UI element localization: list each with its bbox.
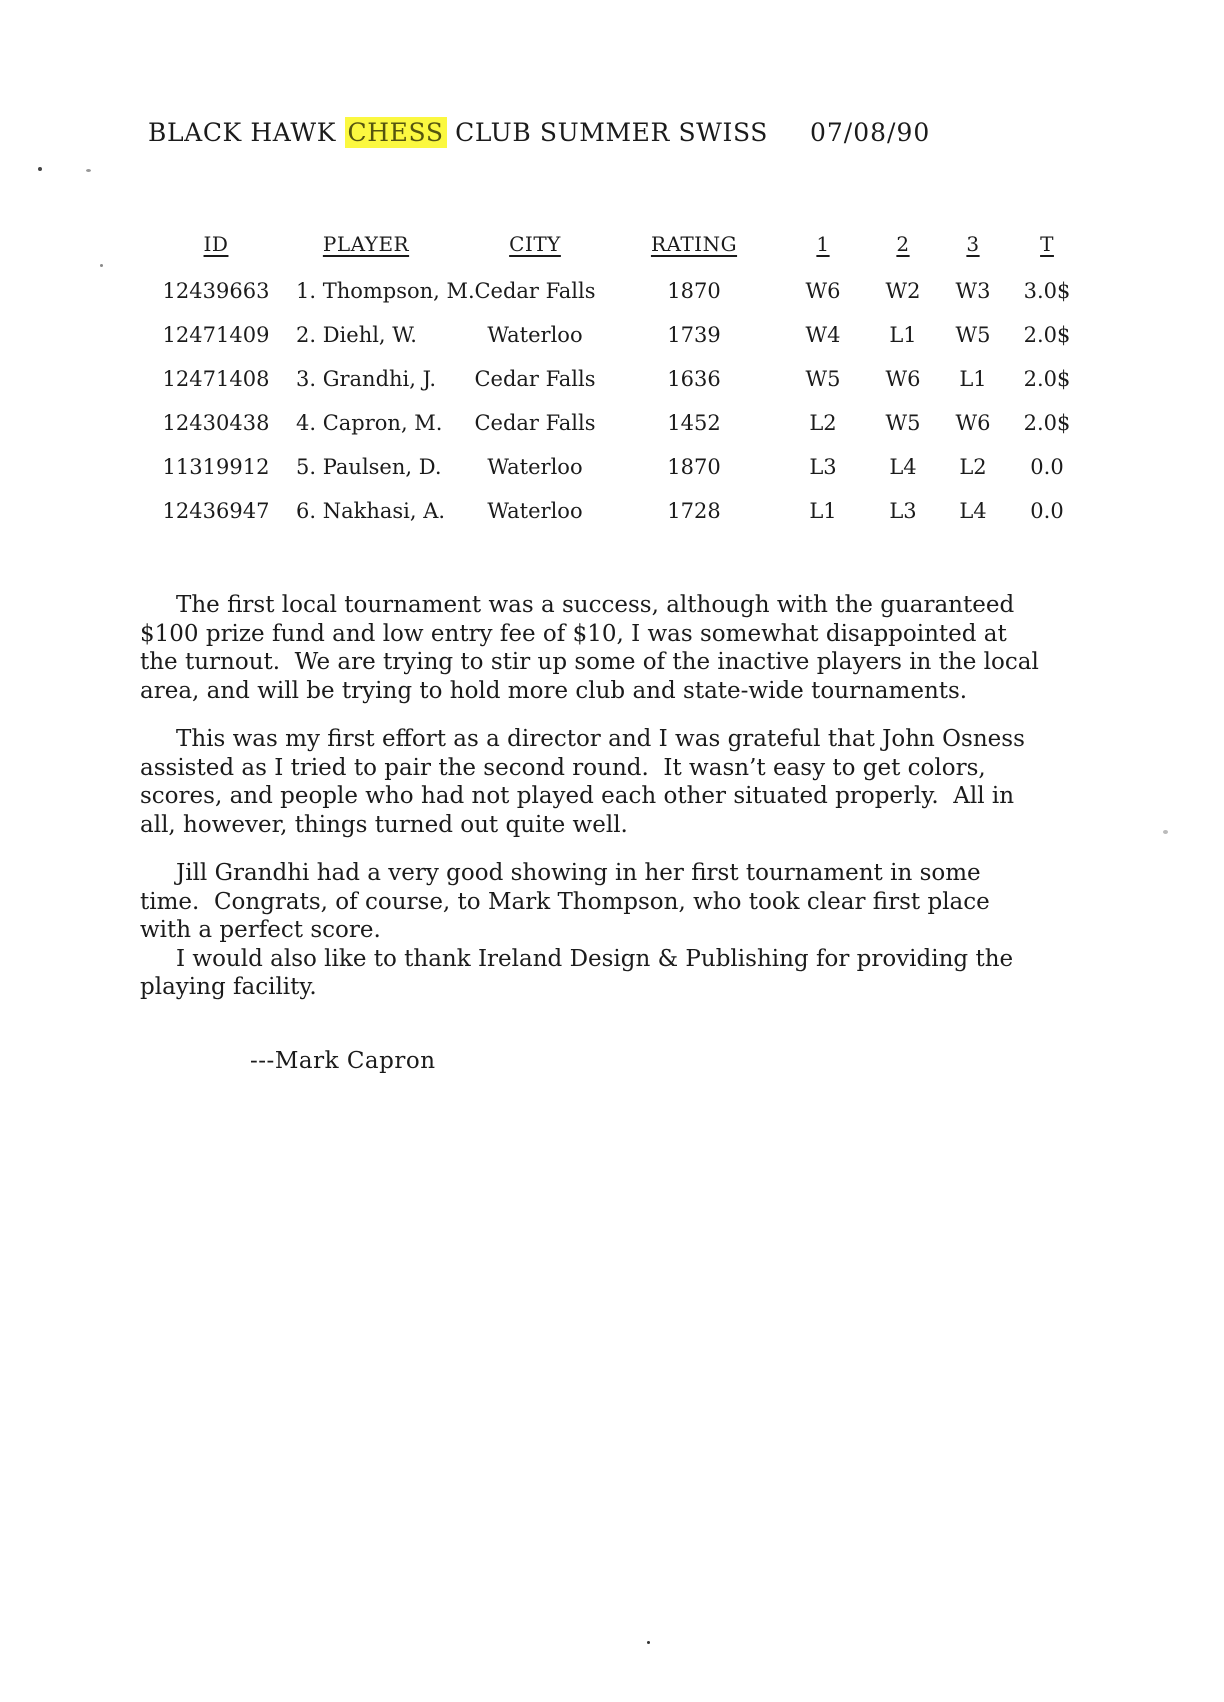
cell-round-2: W2 [885,279,921,303]
cell-player: 3. Grandhi, J. [296,367,437,391]
cell-round-1: L3 [809,455,837,479]
cell-city: Waterloo [487,455,583,479]
table-row [160,357,1224,401]
table-row [160,489,1224,533]
text-line: playing facility. [140,974,317,1000]
signature-line: ---Mark Capron [250,1047,436,1074]
cell-city: Cedar Falls [474,411,596,435]
scan-speck [647,1641,650,1644]
cell-id: 11319912 [162,455,270,479]
text-line: assisted as I tried to pair the second round. It wasn’t easy to get colors, [140,754,986,781]
text-line: time. Congrats, of course, to Mark Thompson, who took clear first place [140,888,990,915]
cell-rating: 1870 [667,455,721,479]
cell-total: 2.0$ [1023,323,1071,347]
text-line: $100 prize fund and low entry fee of $10, I was somewhat disappointed at [140,620,1007,647]
paragraph-2 [140,725,1096,839]
cell-id: 12471408 [162,367,270,391]
cell-city: Waterloo [487,499,583,523]
cell-round-1: W6 [805,279,841,303]
cell-id: 12436947 [162,499,270,523]
paragraph-3 [140,859,1096,945]
paragraph-4 [140,945,1096,1002]
cell-player: 1. Thompson, M. [296,279,475,303]
cell-id: 12439663 [162,279,270,303]
table-row [160,313,1224,357]
text-line: all, however, things turned out quite well. [140,811,628,838]
cell-city: Cedar Falls [474,367,596,391]
title-text-post: CLUB SUMMER SWISS [446,118,768,147]
cell-round-1: L1 [809,499,837,523]
cell-player: 6. Nakhasi, A. [296,499,446,523]
cell-total: 3.0$ [1023,279,1071,303]
cell-round-3: L2 [959,455,987,479]
text-line: I would also like to thank Ireland Design & Publishing for providing the [176,945,1014,972]
header-rating: RATING [650,232,738,256]
cell-round-3: L4 [959,499,987,523]
cell-round-3: W5 [955,323,991,347]
cell-city: Waterloo [487,323,583,347]
table-header-row [160,227,1224,261]
scan-speck [100,264,103,267]
header-total: T [1040,232,1054,256]
cell-player: 2. Diehl, W. [296,323,417,347]
cell-round-1: W5 [805,367,841,391]
header-id: ID [203,232,229,256]
title-highlighted-word: CHESS [345,117,447,148]
cell-round-3: W3 [955,279,991,303]
cell-round-1: L2 [809,411,837,435]
cell-round-2: L3 [889,499,917,523]
cell-round-2: W6 [885,367,921,391]
cell-rating: 1452 [667,411,721,435]
cell-city: Cedar Falls [474,279,596,303]
table-row [160,445,1224,489]
text-line: Jill Grandhi had a very good showing in her first tournament in some [176,860,981,886]
text-line: with a perfect score. [140,917,381,943]
text-line: the turnout. We are trying to stir up some of the inactive players in the local [140,649,1039,675]
document-page [0,118,1224,1702]
cell-total: 2.0$ [1023,411,1071,435]
scan-speck [1163,830,1168,834]
cell-total: 0.0 [1030,499,1064,523]
report-body [140,591,1096,1002]
cell-player: 5. Paulsen, D. [296,455,442,479]
header-player: PLAYER [322,232,410,256]
scan-speck [86,169,91,172]
text-line: The first local tournament was a success, although with the guaranteed [176,592,1015,618]
cell-round-2: L4 [889,455,917,479]
text-line: This was my first effort as a director and I was grateful that John Osness [176,726,1025,752]
cell-round-3: W6 [955,411,991,435]
table-row [160,269,1224,313]
cell-rating: 1739 [667,323,721,347]
header-city: CITY [509,232,561,256]
cell-total: 2.0$ [1023,367,1071,391]
text-line: scores, and people who had not played each other situated properly. All in [140,783,1015,809]
scan-speck [38,167,42,171]
cell-id: 12471409 [162,323,270,347]
cell-player: 4. Capron, M. [296,411,443,435]
cell-round-3: L1 [959,367,987,391]
results-table [160,227,1224,533]
cell-round-2: L1 [889,323,917,347]
cell-rating: 1636 [667,367,721,391]
document-title [148,118,1224,147]
document-date: 07/08/90 [809,118,931,147]
cell-rating: 1870 [667,279,721,303]
cell-total: 0.0 [1030,455,1064,479]
header-round-2: 2 [896,232,910,256]
cell-rating: 1728 [667,499,721,523]
paragraph-1 [140,591,1096,705]
header-round-1: 1 [816,232,830,256]
text-line: area, and will be trying to hold more club and state-wide tournaments. [140,677,968,704]
cell-round-1: W4 [805,323,841,347]
table-row [160,401,1224,445]
title-text-pre: BLACK HAWK [148,118,345,147]
cell-id: 12430438 [162,411,270,435]
cell-round-2: W5 [885,411,921,435]
header-round-3: 3 [966,232,980,256]
